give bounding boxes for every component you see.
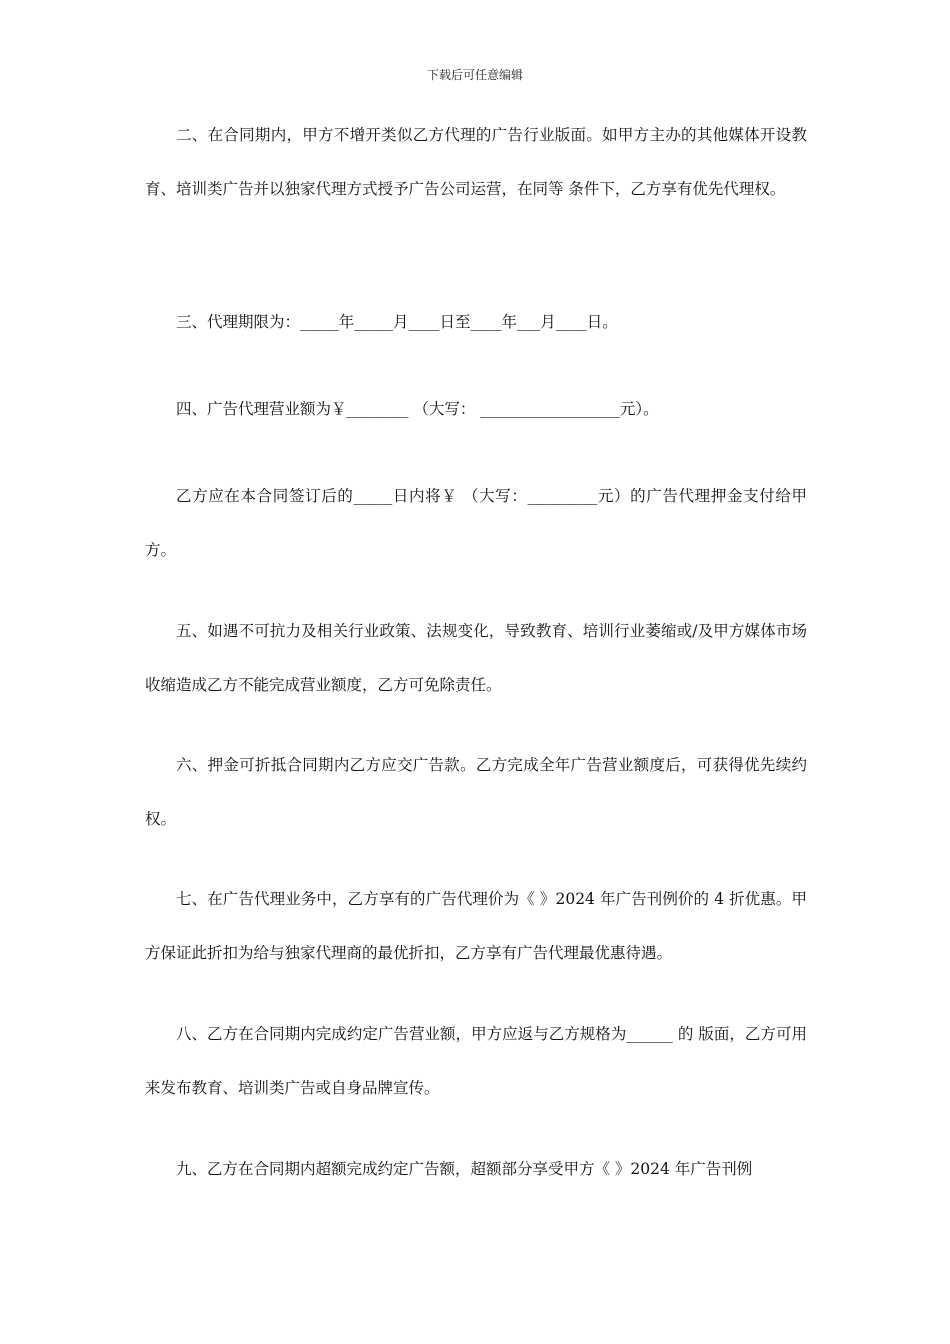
deposit-clause: 乙方应在本合同签订后的_____日内将￥ （大写：_________元）的广告代理押金支付给甲方。	[145, 487, 807, 559]
clause-6: 六、押金可折抵合同期内乙方应交广告款。乙方完成全年广告营业额度后，可获得优先续约权。	[145, 756, 807, 828]
clause-8: 八、乙方在合同期内完成约定广告营业额，甲方应返与乙方规格为______ 的 版面，乙方可用来发布教育、培训类广告或自身品牌宣传。	[145, 1025, 807, 1097]
clause-7: 七、在广告代理业务中，乙方享有的广告代理价为《 》2024 年广告刊例价的 4 折优惠。甲方保证此折扣为给与独家代理商的最优折扣，乙方享有广告代理最优惠待遇。	[145, 890, 807, 962]
clause-4-amount: 四、广告代理营业额为￥________ （大写： __________________元）。	[176, 400, 659, 418]
clause-5: 五、如遇不可抗力及相关行业政策、法规变化，导致教育、培训行业萎缩或/及甲方媒体市场收缩造成乙方不能完成营业额度，乙方可免除责任。	[145, 622, 807, 694]
clause-2: 二、在合同期内，甲方不增开类似乙方代理的广告行业版面。如甲方主办的其他媒体开设教育、培训类广告并以独家代理方式授予广告公司运营，在同等 条件下，乙方享有优先代理权。	[145, 126, 807, 198]
clause-9: 九、乙方在合同期内超额完成约定广告额，超额部分享受甲方《 》2024 年广告刊例	[176, 1160, 753, 1178]
clause-3-term: 三、代理期限为：_____年_____月____日至____年___月____日。	[176, 313, 618, 331]
page-header: 下载后可任意编辑	[426, 68, 523, 82]
